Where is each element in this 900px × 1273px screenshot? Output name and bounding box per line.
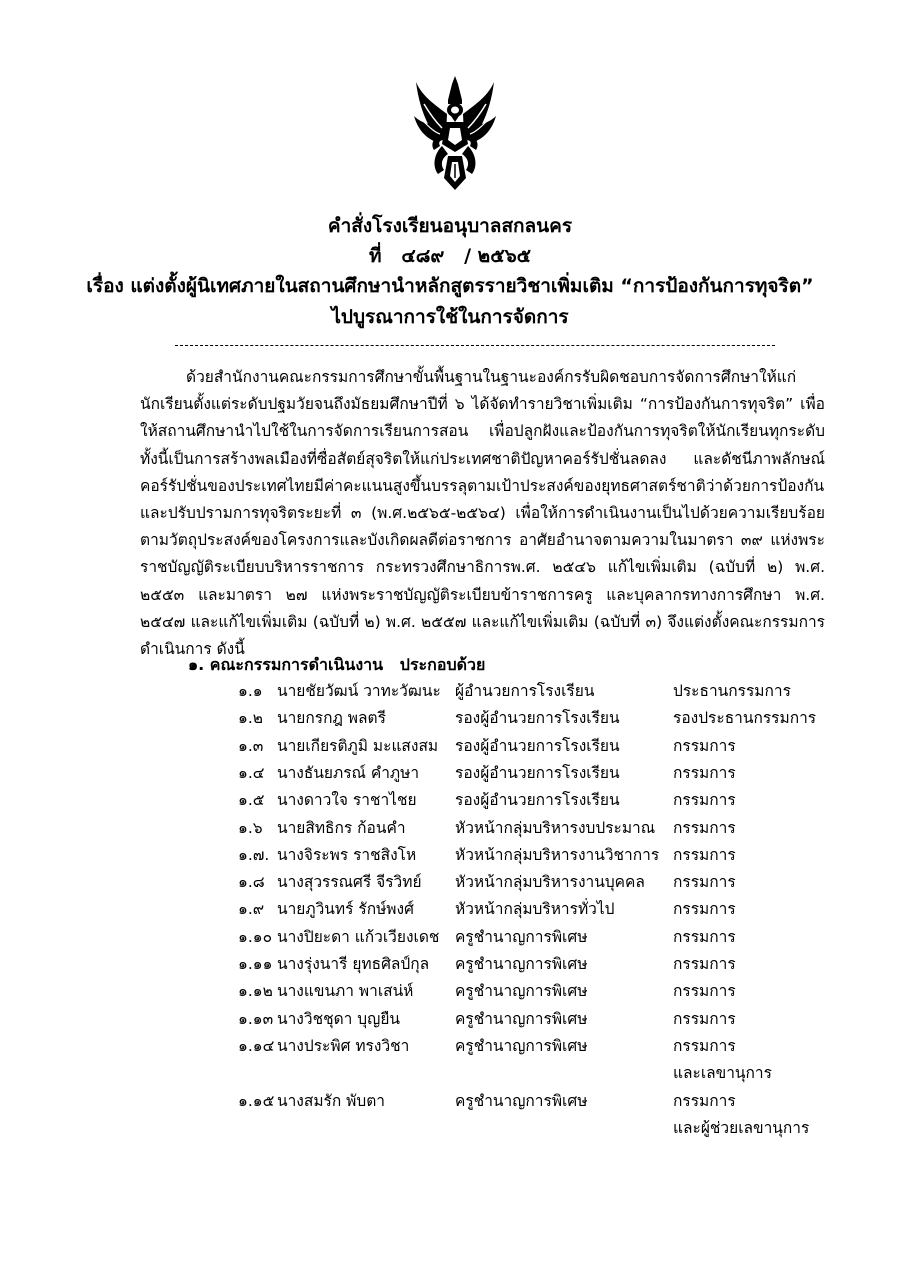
member-number: ๑.๑๑ [238, 955, 273, 973]
order-subject-line2: ไปบูรณาการใช้ในการจัดการ [331, 306, 569, 328]
member-position: รองผู้อำนวยการโรงเรียน [455, 736, 620, 755]
member-number: ๑.๑๕ [238, 1091, 275, 1110]
member-name: นางธันยภรณ์ คำภูษา [277, 763, 420, 782]
committee-member-row [0, 736, 900, 763]
committee-member-row [0, 1009, 900, 1036]
member-position: ครูชำนาญการพิเศษ [455, 1091, 588, 1110]
member-number: ๑.๗. [238, 845, 270, 864]
committee-member-row [0, 790, 900, 817]
member-role: กรรมการ [673, 1091, 736, 1110]
member-name: นางดาวใจ ราชาไชย [277, 791, 417, 810]
member-name: นายสิทธิกร ก้อนคำ [277, 818, 406, 837]
member-role: กรรมการ [673, 1036, 736, 1055]
member-position: ครูชำนาญการพิเศษ [455, 1009, 588, 1028]
member-position: หัวหน้ากลุ่มบริหารทั่วไป [455, 900, 615, 919]
member-number: ๑.๑๒ [238, 982, 273, 1001]
member-name: นายภูวินทร์ รักษ์พงศ์ [277, 900, 414, 919]
member-name: นายกรกฎ พลตรี [277, 709, 386, 728]
member-role: กรรมการ [673, 900, 736, 919]
member-position: หัวหน้ากลุ่มบริหารงานวิชาการ [455, 845, 660, 864]
member-name: นางประพิศ ทรงวิชา [277, 1036, 410, 1055]
committee-member-row [0, 763, 900, 790]
member-position: รองผู้อำนวยการโรงเรียน [455, 763, 620, 782]
member-name: นายชัยวัฒน์ วาทะวัฒนะ [277, 682, 441, 700]
member-name: นางจิระพร ราชสิงโห [277, 845, 417, 864]
member-position: รองผู้อำนวยการโรงเรียน [455, 709, 620, 728]
member-number: ๑.๙ [238, 900, 265, 919]
member-role-secondary: และผู้ช่วยเลขานุการ [673, 1118, 810, 1137]
member-role: กรรมการ [673, 955, 736, 973]
member-role: รองประธานกรรมการ [673, 709, 817, 728]
garuda-emblem-icon [412, 74, 498, 192]
order-number: ที่ ๔๘๙ / ๒๕๖๕ [368, 245, 532, 267]
member-name: นางสมรัก พับตา [277, 1091, 386, 1110]
member-role: กรรมการ [673, 763, 736, 782]
committee-member-row [0, 899, 900, 926]
member-position: รองผู้อำนวยการโรงเรียน [455, 791, 620, 810]
committee-member-role-continuation [0, 1063, 900, 1090]
committee-member-row [0, 708, 900, 735]
dashed-divider [175, 345, 775, 346]
committee-member-row [0, 1091, 900, 1118]
member-role: ประธานกรรมการ [673, 682, 791, 700]
member-position: หัวหน้ากลุ่มบริหารงานบุคคล [455, 873, 645, 892]
member-position: หัวหน้ากลุ่มบริหารงบประมาณ [455, 818, 656, 837]
member-number: ๑.๓ [238, 736, 264, 755]
member-role: กรรมการ [673, 1009, 736, 1028]
body-paragraph: ด้วยสำนักงานคณะกรรมการศึกษาขั้นพื้นฐานในฐานะองค์กรรับผิดชอบการจัดการศึกษาให้แก่นักเรียนตั้งแต่ระดับปฐมวัยจนถึงมัธยมศึกษาปีที่ ๖ ได้จัดทำรายวิชาเพิ่มเติม “การป้องกันการทุจริต” เพื่อให้สถานศึกษานำไปใช้ในการจัดการเรียนการสอน เพื่อปลูกฝังและป้องกันการทุจริตให้นักเรียนทุกระดับ ทั้งนี้เป็นการสร้างพลเมืองที่ซื่อสัตย์สุจริตให้แก่ประเทศชาติปัญหาคอร์รัปชั่นลดลง และดัชนีภาพลักษณ์คอร์รัปชั่นของประเทศไทยมีค่าคะแนนสูงขึ้นบรรลุตามเป้าประสงค์ของยุทธศาสตร์ชาติว่าด้วยการป้องกันและปรับปรามการทุจริตระยะที่ ๓ (พ.ศ.๒๕๖๕-๒๕๖๔) เพื่อให้การดำเนินงานเป็นไปด้วยความเรียบร้อยตามวัตถุประสงค์ของโครงการและบังเกิดผลดีต่อราชการ อาศัยอำนาจตามความในมาตรา ๓๙ แห่งพระราชบัญญัติระเบียบบริหารราชการ กระทรวงศึกษาธิการพ.ศ. ๒๕๔๖ แก้ไขเพิ่มเติม (ฉบับที่ ๒) พ.ศ. ๒๕๕๓ และมาตรา ๒๗ แห่งพระราชบัญญัติระเบียบข้าราชการครู และบุคลากรทางการศึกษา พ.ศ. ๒๕๔๗ และแก้ไขเพิ่มเติม (ฉบับที่ ๒) พ.ศ. ๒๕๕๗ และแก้ไขเพิ่มเติม (ฉบับที่ ๓) จึงแต่งตั้งคณะกรรมการดำเนินการ ดังนี้ [140, 368, 825, 659]
committee-member-row [0, 872, 900, 899]
member-name: นางแขนภา พาเสน่ห์ [277, 982, 414, 1001]
member-number: ๑.๘ [238, 873, 265, 892]
member-number: ๑.๑ [238, 682, 263, 700]
order-body [140, 364, 825, 663]
member-role: กรรมการ [673, 927, 736, 946]
member-role: กรรมการ [673, 791, 736, 810]
member-number: ๑.๖ [238, 818, 263, 837]
member-number: ๑.๒ [238, 709, 263, 728]
member-name: นางวิชชุดา บุญยืน [277, 1009, 401, 1028]
member-position: ครูชำนาญการพิเศษ [455, 1036, 588, 1055]
member-position: ครูชำนาญการพิเศษ [455, 982, 588, 1001]
member-role-secondary: และเลขานุการ [673, 1064, 772, 1083]
member-role: กรรมการ [673, 982, 736, 1001]
member-number: ๑.๑๐ [238, 927, 273, 946]
order-subject-line1: เรื่อง แต่งตั้งผู้นิเทศภายในสถานศึกษานำหลักสูตรรายวิชาเพิ่มเติม “การป้องกันการทุจริต” [86, 275, 814, 297]
member-number: ๑.๑๓ [238, 1009, 274, 1028]
member-number: ๑.๕ [238, 791, 265, 810]
committee-member-row [0, 981, 900, 1008]
member-role: กรรมการ [673, 873, 736, 892]
member-number: ๑.๔ [238, 763, 265, 782]
member-role: กรรมการ [673, 845, 736, 864]
member-role: กรรมการ [673, 736, 736, 755]
member-role: กรรมการ [673, 818, 736, 837]
committee-heading: ๑. คณะกรรมการดำเนินงาน ประกอบด้วย [188, 655, 486, 674]
member-name: นางสุวรรณศรี จีรวิทย์ [277, 873, 422, 892]
member-position: ผู้อำนวยการโรงเรียน [455, 682, 595, 700]
committee-member-row [0, 845, 900, 872]
member-number: ๑.๑๔ [238, 1036, 275, 1055]
member-name: นางปิยะดา แก้วเวียงเดช [277, 927, 440, 946]
committee-member-row [0, 1036, 900, 1063]
member-name: นางรุ่งนารี ยุทธศิลป์กุล [277, 955, 430, 973]
member-position: ครูชำนาญการพิเศษ [455, 927, 588, 946]
member-name: นายเกียรติภูมิ มะแสงสม [277, 736, 439, 755]
committee-member-row [0, 927, 900, 954]
committee-member-row [0, 681, 900, 708]
member-position: ครูชำนาญการพิเศษ [455, 955, 588, 973]
committee-member-row [0, 818, 900, 845]
committee-member-row [0, 954, 900, 981]
order-title: คำสั่งโรงเรียนอนุบาลสกลนคร [327, 215, 573, 237]
committee-member-role-continuation [0, 1118, 900, 1145]
